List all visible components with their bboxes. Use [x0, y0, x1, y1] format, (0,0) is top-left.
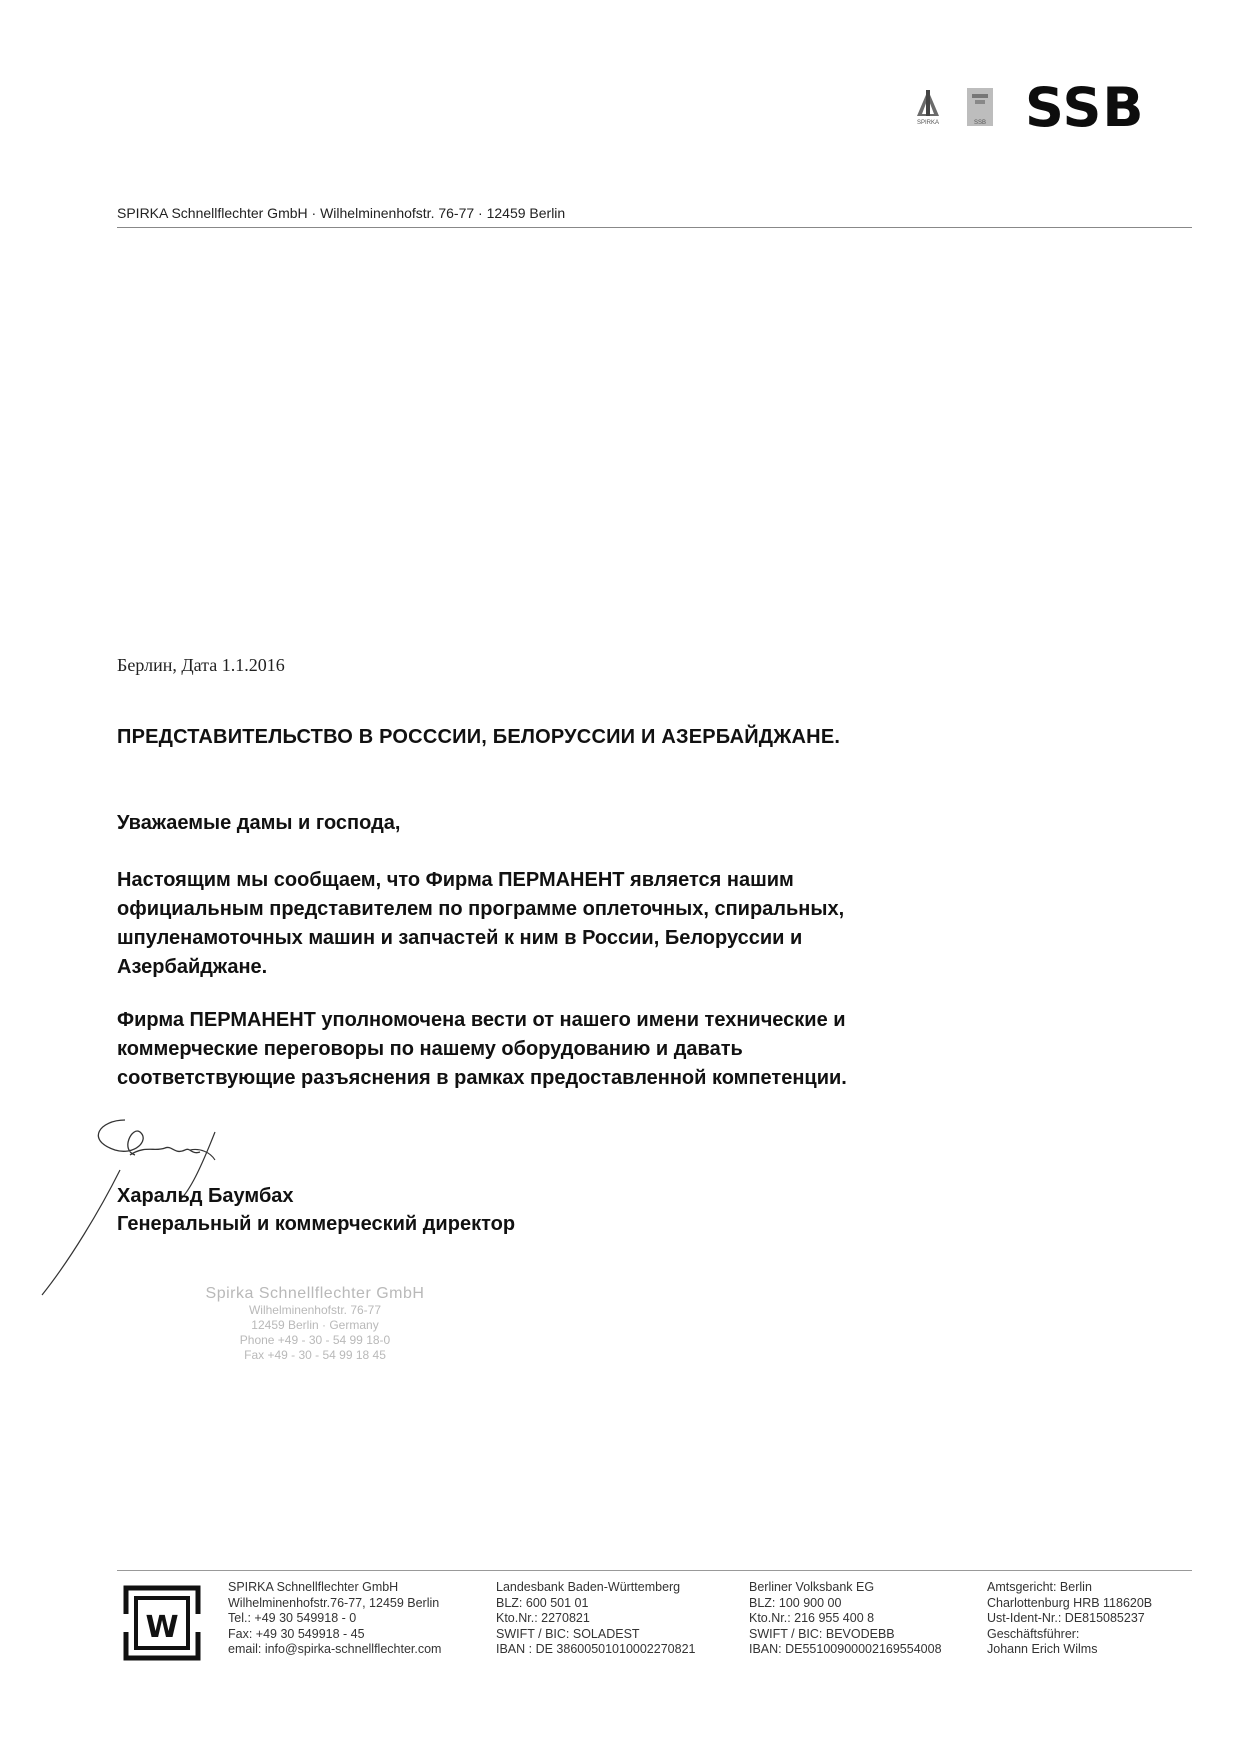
- footer-line: Landesbank Baden-Württemberg: [496, 1580, 681, 1594]
- handwritten-signature: [40, 1110, 260, 1310]
- footer-line: Kto.Nr.: 2270821: [496, 1611, 590, 1625]
- spirka-logo-caption: SPIRKA: [916, 120, 939, 126]
- footer-bank2-column: [749, 1580, 942, 1658]
- footer-line: Berliner Volksbank EG: [749, 1580, 875, 1594]
- stamp-line: Fax +49 - 30 - 54 99 18 45: [244, 1348, 386, 1362]
- footer-line: IBAN : DE 38600501010002270821: [496, 1642, 696, 1656]
- paragraph-line: Азербайджане.: [117, 956, 268, 978]
- ssb-small-logo: [967, 88, 993, 126]
- paragraph-line: шпуленамоточных машин и запчастей к ним в России, Белоруссии и: [117, 927, 803, 949]
- stamp-line: Phone +49 - 30 - 54 99 18-0: [239, 1333, 391, 1347]
- footer-line: Geschäftsführer:: [987, 1626, 1080, 1641]
- paragraph-line: Фирма ПЕРМАНЕНТ уполномочена вести от нашего имени технические и: [117, 1009, 846, 1031]
- footer-divider: [117, 1570, 1192, 1571]
- stamp-line: 12459 Berlin · Germany: [251, 1318, 379, 1332]
- ssb-small-logo-caption: SSB: [973, 120, 986, 126]
- footer-line: Fax: +49 30 549918 - 45: [228, 1626, 365, 1641]
- paragraph-line: коммерческие переговоры по нашему оборудованию и давать: [117, 1038, 743, 1060]
- sender-address-line: SPIRKA Schnellflechter GmbH · Wilhelminenhofstr. 76-77 · 12459 Berlin: [117, 205, 566, 221]
- footer-registry-column: [987, 1580, 1152, 1658]
- stamp-company: Spirka Schnellflechter GmbH: [205, 1285, 425, 1302]
- footer-line: Charlottenburg HRB 118620B: [987, 1595, 1153, 1610]
- body-paragraph-1: [117, 866, 1047, 982]
- footer-line: Johann Erich Wilms: [987, 1642, 1098, 1656]
- footer-email: email: info@spirka-schnellflechter.com: [228, 1642, 442, 1656]
- signer-name: Харальд Баумбах: [117, 1185, 294, 1207]
- ssb-logo-text: SSB: [1025, 76, 1145, 139]
- footer-line: BLZ: 600 501 01: [496, 1595, 589, 1610]
- footer-line: SWIFT / BIC: BEVODEBB: [749, 1626, 895, 1641]
- spirka-logo: [915, 88, 941, 126]
- letter-heading: ПРЕДСТАВИТЕЛЬСТВО В РОСССИИ, БЕЛОРУССИИ И АЗЕРБАЙДЖАНЕ.: [117, 726, 841, 748]
- footer-line: Ust-Ident-Nr.: DE815085237: [987, 1611, 1145, 1625]
- header-logo-group: [915, 76, 1195, 139]
- footer-company-column: [228, 1580, 441, 1658]
- letter-date: Берлин, Дата 1.1.2016: [117, 655, 285, 675]
- footer-line: BLZ: 100 900 00: [749, 1595, 842, 1610]
- footer-w-logo: [122, 1584, 202, 1662]
- paragraph-line: официальным представителем по программе оплеточных, спиральных,: [117, 898, 845, 920]
- signer-title: Генеральный и коммерческий директор: [117, 1213, 516, 1235]
- spirka-mark-icon: [915, 88, 941, 118]
- ssb-mark-icon: [967, 88, 993, 118]
- footer-bank1-column: [496, 1580, 695, 1658]
- paragraph-line: соответствующие разъяснения в рамках предоставленной компетенции.: [117, 1067, 847, 1089]
- paragraph-line: Настоящим мы сообщаем, что Фирма ПЕРМАНЕНТ является нашим: [117, 869, 794, 891]
- header-divider: [117, 227, 1192, 228]
- footer-line: Kto.Nr.: 216 955 400 8: [749, 1611, 875, 1625]
- company-stamp: [165, 1285, 465, 1363]
- salutation: Уважаемые дамы и господа,: [117, 812, 401, 834]
- footer-line: Tel.: +49 30 549918 - 0: [228, 1611, 357, 1625]
- footer-logo-letter: W: [145, 1610, 179, 1645]
- footer-line: Wilhelminenhofstr.76-77, 12459 Berlin: [228, 1595, 440, 1610]
- footer-line: Amtsgericht: Berlin: [987, 1580, 1092, 1594]
- footer-line: SWIFT / BIC: SOLADEST: [496, 1626, 640, 1641]
- footer-line: SPIRKA Schnellflechter GmbH: [228, 1580, 399, 1594]
- stamp-line: Wilhelminenhofstr. 76-77: [248, 1303, 382, 1317]
- footer-line: IBAN: DE55100900002169554008: [749, 1642, 942, 1656]
- body-paragraph-2: [117, 1006, 1047, 1093]
